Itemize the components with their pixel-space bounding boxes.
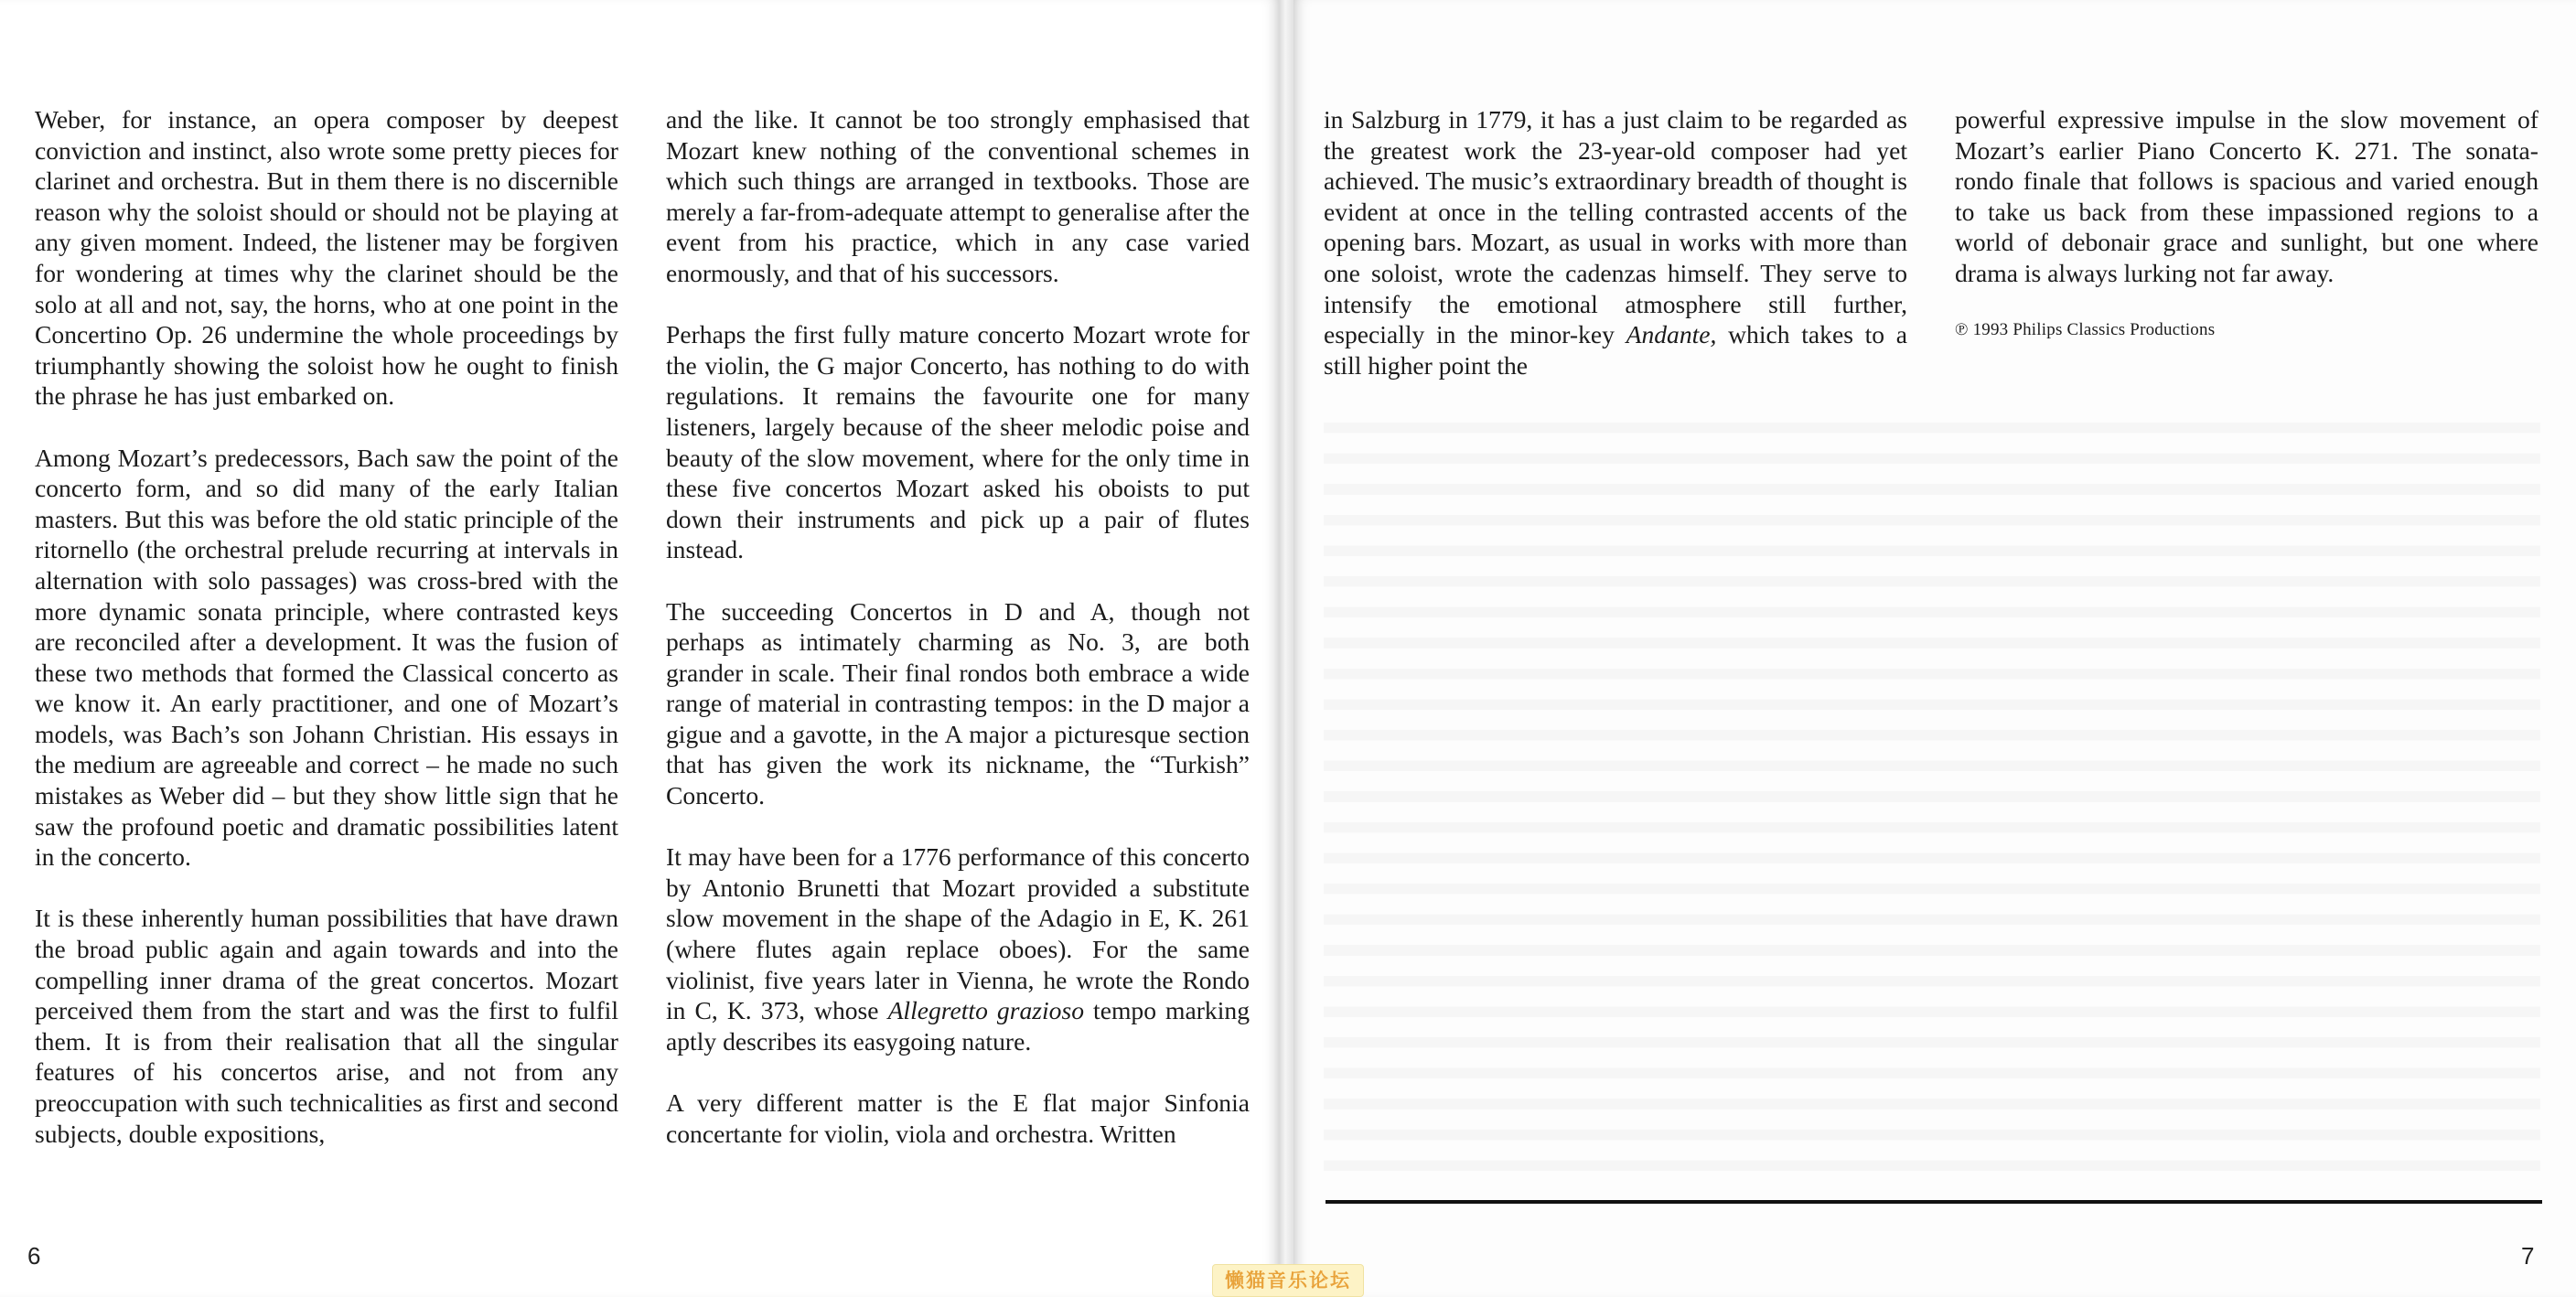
left-page — [0, 0, 1279, 1297]
column-3 — [1324, 104, 1907, 381]
paragraph — [666, 841, 1250, 1056]
paragraph: and the like. It cannot be too strongly emphasised that Mozart knew nothing of the conventional schemes in which such things are arranged in textbooks. Those are merely a far-from-adequate attempt to generalise after the event from his practice, which in any case varied enormously, and that of his successors. — [666, 105, 1250, 287]
paragraph: Weber, for instance, an opera composer by deepest conviction and instinct, also wrote some pretty pieces for clarinet and orchestra. But in them there is no discernible reason why the soloist should or should not be playing at any given moment. Indeed, the listener may be forgiven for wondering at times why the clarinet should be the solo at all and not, say, the horns, who at one point in the Concertino Op. 26 undermine the whole proceedings by triumphantly showing the soloist how he ought to finish the phrase he has just embarked on. — [35, 105, 618, 411]
footer-rule — [1326, 1200, 2542, 1204]
page-number-right: 7 — [2521, 1242, 2535, 1270]
text-run: in Salzburg in 1779, it has a just claim to be regarded as the greatest work the 23-year-old composer had yet achieved. The music’s extraordinary breadth of thought is evident at once in the telling contrasted accents of the opening bars. Mozart, as usual in works with more than one soloist, wrote the cadenzas himself. They serve to intensify the emotional atmosphere still further, especially in the minor-key — [1324, 105, 1907, 349]
paragraph: A very different matter is the E flat major Sinfonia concertante for violin, viola and orchestra. Written — [666, 1088, 1250, 1148]
column-4 — [1955, 104, 2538, 341]
italic-movement-name: Andante, — [1626, 320, 1717, 349]
show-through-texture — [1324, 402, 2540, 1189]
book-gutter — [1279, 0, 1293, 1297]
paragraph: Perhaps the first fully mature concerto Mozart wrote for the violin, the G major Concerto, has nothing to do with regulations. It remains the favourite one for many listeners, largely because of the sheer melodic poise and beauty of the slow movement, where for the only time in these five concertos Mozart asked his oboists to put down their instruments and pick up a pair of flutes instead. — [666, 320, 1250, 564]
forum-watermark: 懒猫音乐论坛 — [1212, 1264, 1364, 1297]
paragraph: It is these inherently human possibilities that have drawn the broad public again and again towards and into the compelling inner drama of the great concertos. Mozart perceived them from the start and was the first to fulfil them. It is from their realisation that all the singular features of his concertos arise, and not from any preoccupation with such technicalities as first and second subjects, double expositions, — [35, 904, 618, 1148]
text-run: which takes to a still higher point the — [1324, 320, 1907, 380]
text-run: It may have been for a 1776 performance of this concerto by Antonio Brunetti that Mozart provided a substitute slow movement in the shape of the Adagio in E, K. 261 (where flutes again replace oboes). For the same violinist, five years later in Vienna, he wrote the Rondo in C, K. 373, whose — [666, 842, 1250, 1025]
paragraph: The succeeding Concertos in D and A, though not perhaps as intimately charming as No. 3, are both grander in scale. Their final rondos both embrace a wide range of material in contrasting tempos: in the D major a gigue and a gavotte, in the A major a picturesque section that has given the work its nickname, the “Turkish” Concerto. — [666, 596, 1250, 810]
page-number-left: 6 — [27, 1242, 41, 1270]
column-2 — [666, 104, 1250, 1149]
paragraph — [1324, 104, 1907, 381]
paragraph: powerful expressive impulse in the slow movement of Mozart’s earlier Piano Concerto K. 271. The sonata-rondo finale that follows is spacious and varied enough to take us back from these impassioned regions to a world of debonair grace and sunlight, but one where drama is always lurking not far away. — [1955, 105, 2538, 287]
column-1 — [35, 104, 618, 1149]
text-run: tempo marking aptly describes its easygoing nature. — [666, 996, 1250, 1056]
paragraph: Among Mozart’s predecessors, Bach saw the point of the concerto form, and so did many of the early Italian masters. But this was before the old static principle of the ritornello (the orchestral prelude recurring at intervals in alternation with solo passages) was cross-bred with the more dynamic sonata principle, where contrasted keys are reconciled after a development. It was the fusion of these two methods that formed the Classical concerto as we know it. An early practitioner, and one of Mozart’s models, was Bach’s son Johann Christian. His essays in the medium are agreeable and correct – he made no such mistakes as Weber did – but they show little sign that he saw the profound poetic and dramatic possibilities latent in the concerto. — [35, 443, 618, 872]
copyright-notice: ℗ 1993 Philips Classics Productions — [1955, 320, 2216, 340]
italic-tempo-marking: Allegretto grazioso — [887, 996, 1084, 1025]
